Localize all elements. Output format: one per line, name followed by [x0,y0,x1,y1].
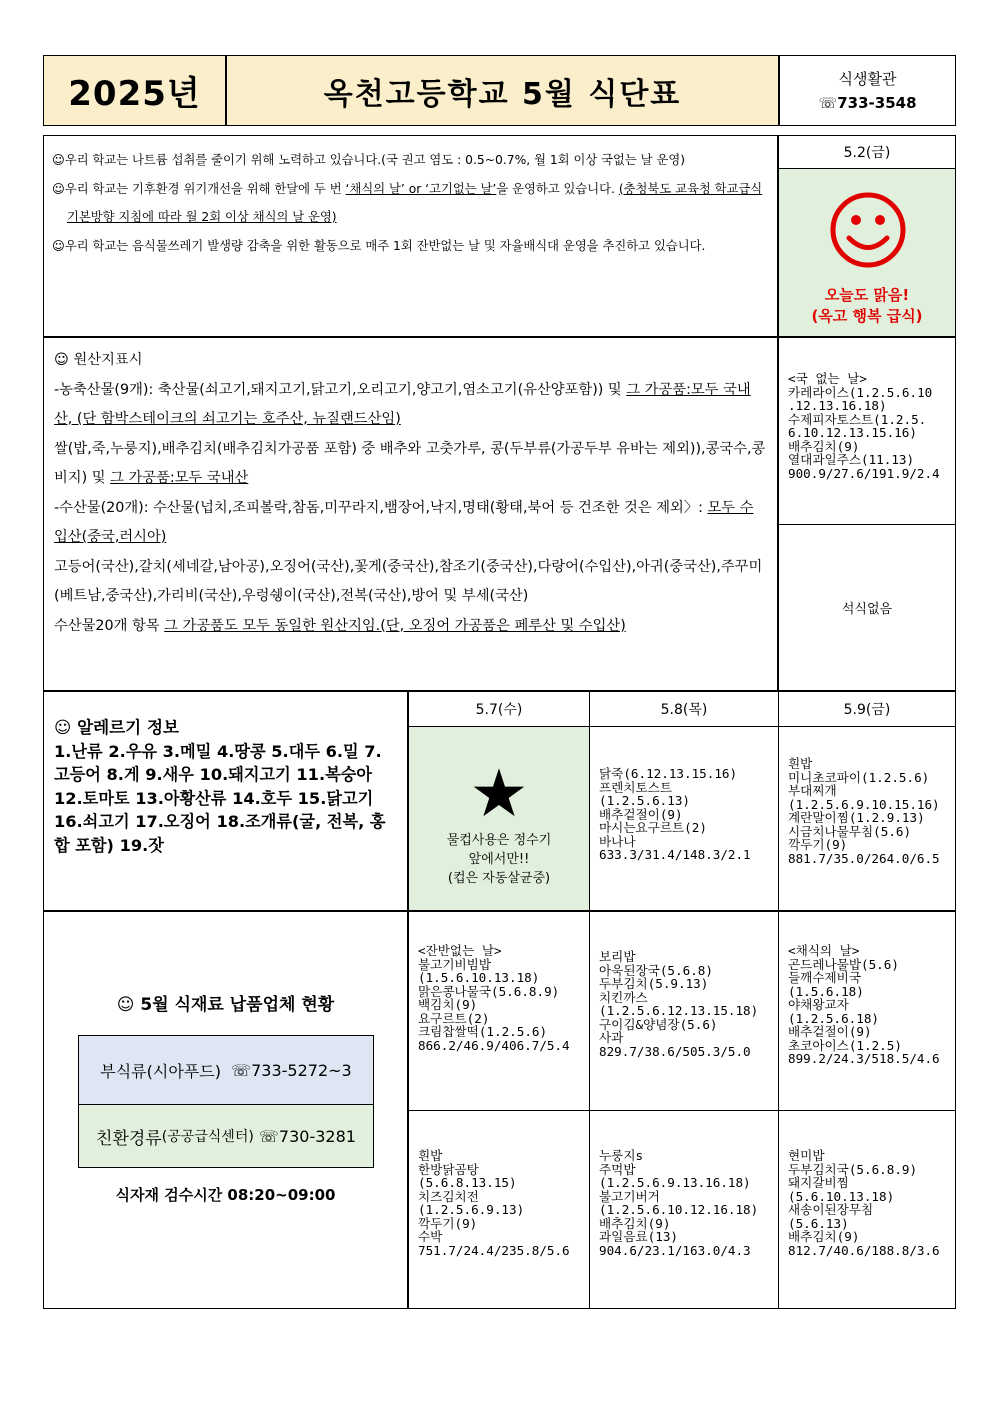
day-cell-0502 [778,168,956,337]
cup-notice-line-1: 물컵사용은 정수기 [446,833,552,848]
notice-vegetarian-a: ☺우리 학교는 기후환경 위기개선을 위해 한달에 두 번 [52,181,346,196]
notice-panel [43,135,778,337]
allergy-panel [43,691,408,911]
notice-vegetarian-c: 을 운영하고 있습니다. [496,181,619,196]
supplier-1-phone: ☏733-5272~3 [231,1060,352,1080]
menu-cell-w3a-2: 보리밥 아욱된장국(5.6.8) 두부김치(5.9.13) 치킨까스 (1.2.5.6.12.13.15.18) 구이김&양념장(5.6) 사과 829.7/38.6/505.3/5.0 [589,911,779,1111]
origin-livestock [54,376,767,435]
origin-heading: ☺ 원산지표시 [54,352,143,368]
notice-food-waste: ☺우리 학교는 음식물쓰레기 발생량 감축을 위한 활동으로 매주 1회 잔반없는 날 및 자율배식대 운영을 추진하고 있습니다. [52,238,706,253]
notice-vegetarian [52,175,769,232]
menu-cell-w3a-1: <잔반없는 날> 불고기비빔밥 (1.5.6.10.13.18) 맑은콩나물국(5.6.8.9) 백김치(9) 요구르트(2) 크림찹쌀떡(1.2.5.6) 866.2/46.9/406.7/5.4 [408,911,590,1111]
cup-notice-line-2: 앞에서만!! [468,852,530,867]
menu-cell-w3b-2: 누룽지s 주먹밥 (1.2.5.6.9.13.16.18) 불고기버거 (1.2.5.6.10.12.16.18) 배추김치(9) 과일음료(13) 904.6/23.1/163.0/4.3 [589,1110,779,1309]
allergy-heading: ☺ 알레르기 정보 [54,718,180,737]
inspection-time: 식자재 검수시간 08:20~09:00 [115,1186,336,1204]
day-message-0502 [779,285,955,327]
menu-cell-w3b-1: 흰밥 한방닭곰탕 (5.6.8.13.15) 치즈김치전 (1.2.5.6.9.13) 깍두기(9) 수박 751.7/24.4/235.8/5.6 [408,1110,590,1309]
origin-seafood-a: -수산물(20개): 수산물(넙치,조피볼락,참돔,미꾸라지,뱀장어,낙지,명태(황태,북어 등 건조한 것은 제외〉: [54,499,708,516]
day-cell-0507 [408,726,590,911]
page-title: 옥천고등학교 5월 식단표 [226,55,779,126]
office-label: 식생활관 [838,69,897,88]
day-header-0502: 5.2(금) [778,135,956,169]
menu-cell-0509: 흰밥 미니초코파이(1.2.5.6) 부대찌개 (1.2.5.6.9.10.15.16) 계란말이찜(1.2.9.13) 시금치나물무침(5.6) 깍두기(9) 881.7/35.0/264.0/6.5 [778,726,956,911]
office-phone: ☏733-3548 [818,93,917,112]
notice-sodium: ☺우리 학교는 나트륨 섭취를 줄이기 위해 노력하고 있습니다.(국 권고 염도 : 0.5~0.7%, 월 1회 이상 국없는 날 운영) [52,153,686,167]
day-header-0507: 5.7(수) [408,691,590,727]
origin-seafood-list: 고등어(국산),갈치(세네갈,남아공),오징어(국산),꽃게(중국산),참조기(중국산),다랑어(수입산),아귀(중국산),주꾸미(베트남,중국산),가리비(국산),우렁쉥이(국산),전복(국산),방어 및 부세(국산) [54,558,763,604]
menu-cell-w3b-3: 현미밥 두부김치국(5.6.8.9) 돼지갈비찜 (5.6.10.13.18) 새송이된장무침 (5.6.13) 배추김치(9) 812.7/40.6/188.8/3.6 [778,1110,956,1309]
cup-notice-line-3: (컵은 자동살균중) [447,871,551,886]
supplier-heading: ☺ 5월 식재료 납품업체 현황 [116,995,335,1015]
supplier-2-name: 친환경류 [96,1128,162,1149]
message-line-2: (옥고 행복 급식) [811,307,923,325]
menu-cell-right-1: <국 없는 날> 카레라이스(1.2.5.6.10 .12.13.16.18) 수제피자토스트(1.2.5. 6.10.12.13.15.16) 배추김치(9) 열대과일주스(11.13) 900.9/27.6/191.9/2.4 [778,337,956,525]
origin-livestock-b: 그 가공품:모두 국내산, (단 함박스테이크의 쇠고기는 호주산, 뉴질랜드산임) [54,381,751,427]
year-title: 2025년 [43,55,226,126]
origin-seafood [54,494,767,553]
supplier-2-org: (공공급식센터) [161,1129,254,1145]
message-line-1: 오늘도 맑음! [824,286,910,304]
origin-seafood-b: 모두 수입산(중국,러시아) [54,499,754,545]
supplier-1-name: 부식류 [100,1061,147,1081]
contact-box [779,55,956,126]
origin-grain-a: 쌀(밥,죽,누룽지),배추김치(배추김치가공품 포함) 중 배추와 고춧가루, 콩(두부류(가공두부 유바는 제외)),콩국수,콩비지) 및 [54,440,766,486]
star-icon: ★ [469,755,529,832]
menu-cell-w3a-3: <채식의 날> 곤드레나물밥(5.6) 들깨수제비국 (1.5.6.18) 야채왕교자 (1.2.5.6.18) 배추겉절이(9) 초코아이스(1.2.5) 899.2/24.3/518.5/4.6 [778,911,956,1111]
notice-vegetarian-d: (충청북도 교육청 학교급식기본방향 지침에 따라 월 2회 이상 채식의 날 운영) [67,181,763,224]
allergy-list: 1.난류 2.우유 3.메밀 4.땅콩 5.대두 6.밀 7.고등어 8.게 9.새우 10.돼지고기 11.복숭아 12.토마토 13.아황산류 14.호두 15.닭고기 16.쇠고기 17.오징어 18.조개류(굴, 전복, 홍합 포함) 19.잣 [54,741,386,855]
origin-seafood-note [54,612,767,642]
smiley-icon [829,191,907,269]
origin-panel [43,337,778,691]
supplier-1-org: (시아푸드) [146,1061,221,1081]
origin-seafood-note-a: 수산물20개 항목 [54,617,165,634]
origin-grain-b: 그 가공품:모두 국내산 [110,470,249,486]
origin-seafood-note-b: 그 가공품도 모두 동일한 원산지임.(단, 오징어 가공품은 페루산 및 수입산) [164,617,626,634]
day-header-0509: 5.9(금) [778,691,956,727]
notice-vegetarian-b: ‘채식의 날’ or ‘고기없는 날’ [345,181,497,196]
menu-cell-0508: 닭죽(6.12.13.15.16) 프렌치토스트 (1.2.5.6.13) 배추겉절이(9) 마시는요구르트(2) 바나나 633.3/31.4/148.3/2.1 [589,726,779,911]
day-header-0508: 5.8(목) [589,691,779,727]
supplier-2-phone: ☏730-3281 [258,1126,356,1146]
origin-livestock-a: -농축산물(9개): 축산물(쇠고기,돼지고기,닭고기,오리고기,양고기,염소고기(유산양포함)) 및 [54,381,627,398]
origin-grain [54,435,767,494]
supplier-row-2 [78,1104,374,1168]
menu-cell-right-2: 석식없음 [778,524,956,691]
supplier-row-1 [78,1035,374,1105]
